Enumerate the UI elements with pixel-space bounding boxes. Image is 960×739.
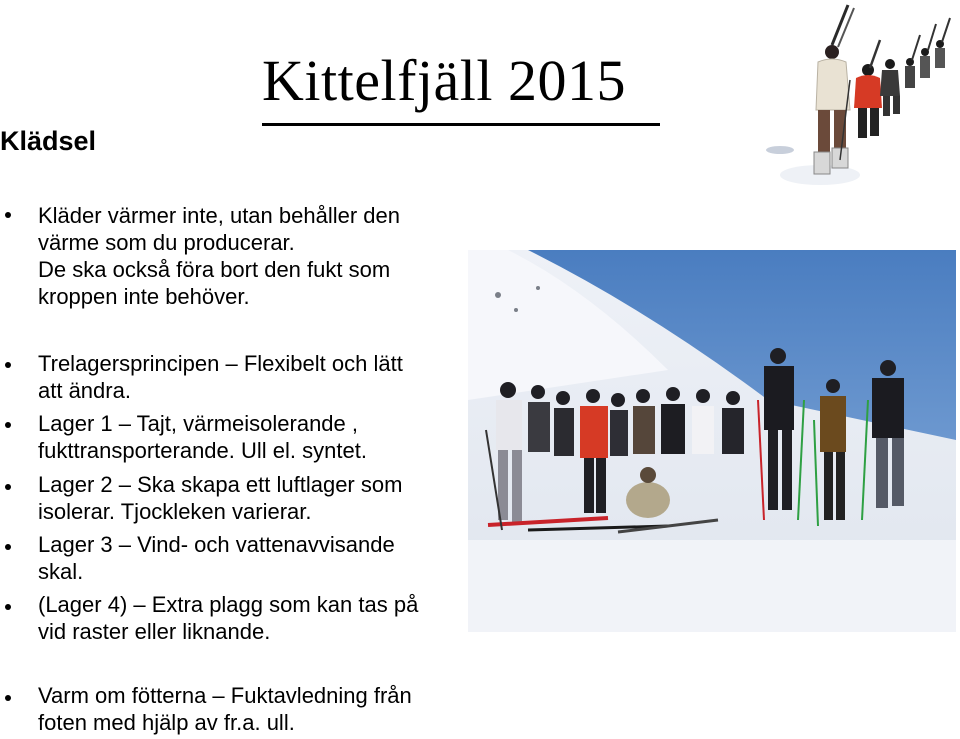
bullet-line: Lager 3 – Vind- och vattenavvisande xyxy=(38,532,395,557)
bullet-text xyxy=(38,202,478,310)
bullet-dot xyxy=(5,484,11,490)
bullet-text xyxy=(38,531,478,585)
bullet-line: Kläder värmer inte, utan behåller den xyxy=(38,203,400,228)
ski-group-on-slope-photo xyxy=(468,250,956,632)
bullet-line: skal. xyxy=(38,559,84,584)
bullet-line: att ändra. xyxy=(38,378,131,403)
bullet-text xyxy=(38,471,478,525)
bullet-line: De ska också föra bort den fukt som xyxy=(38,257,391,282)
bullet-line: värme som du producerar. xyxy=(38,230,295,255)
bullet-dot xyxy=(5,422,11,428)
bullet-dot xyxy=(5,695,11,701)
bullet-line: vid raster eller liknande. xyxy=(38,619,271,644)
bullet-text xyxy=(38,350,478,404)
bullet-text xyxy=(38,410,478,464)
bullet-dot xyxy=(5,544,11,550)
ski-group-illustration xyxy=(468,250,956,632)
bullet-line: Lager 2 – Ska skapa ett luftlager som xyxy=(38,472,403,497)
bullet-line: Lager 1 – Tajt, värmeisolerande , xyxy=(38,411,358,436)
bullet-line: fukttransporterande. Ull el. syntet. xyxy=(38,438,367,463)
bullet-dot xyxy=(5,212,11,218)
bullet-text xyxy=(38,591,478,645)
bullet-line: (Lager 4) – Extra plagg som kan tas på xyxy=(38,592,419,617)
slide-title: Kittelfjäll 2015 xyxy=(262,48,626,113)
bullet-line: Trelagersprincipen – Flexibelt och lätt xyxy=(38,351,403,376)
bullet-line: kroppen inte behöver. xyxy=(38,284,250,309)
bullet-line: Varm om fötterna – Fuktavledning från xyxy=(38,683,412,708)
section-heading: Klädsel xyxy=(0,126,97,156)
skiers-illustration xyxy=(760,0,960,205)
bullet-line: foten med hjälp av fr.a. ull. xyxy=(38,710,295,735)
bullet-line: isolerar. Tjockleken varierar. xyxy=(38,499,312,524)
skiers-walking-uphill-photo xyxy=(760,0,960,205)
bullet-text xyxy=(38,682,478,736)
bullet-dot xyxy=(5,362,11,368)
bullet-dot xyxy=(5,604,11,610)
